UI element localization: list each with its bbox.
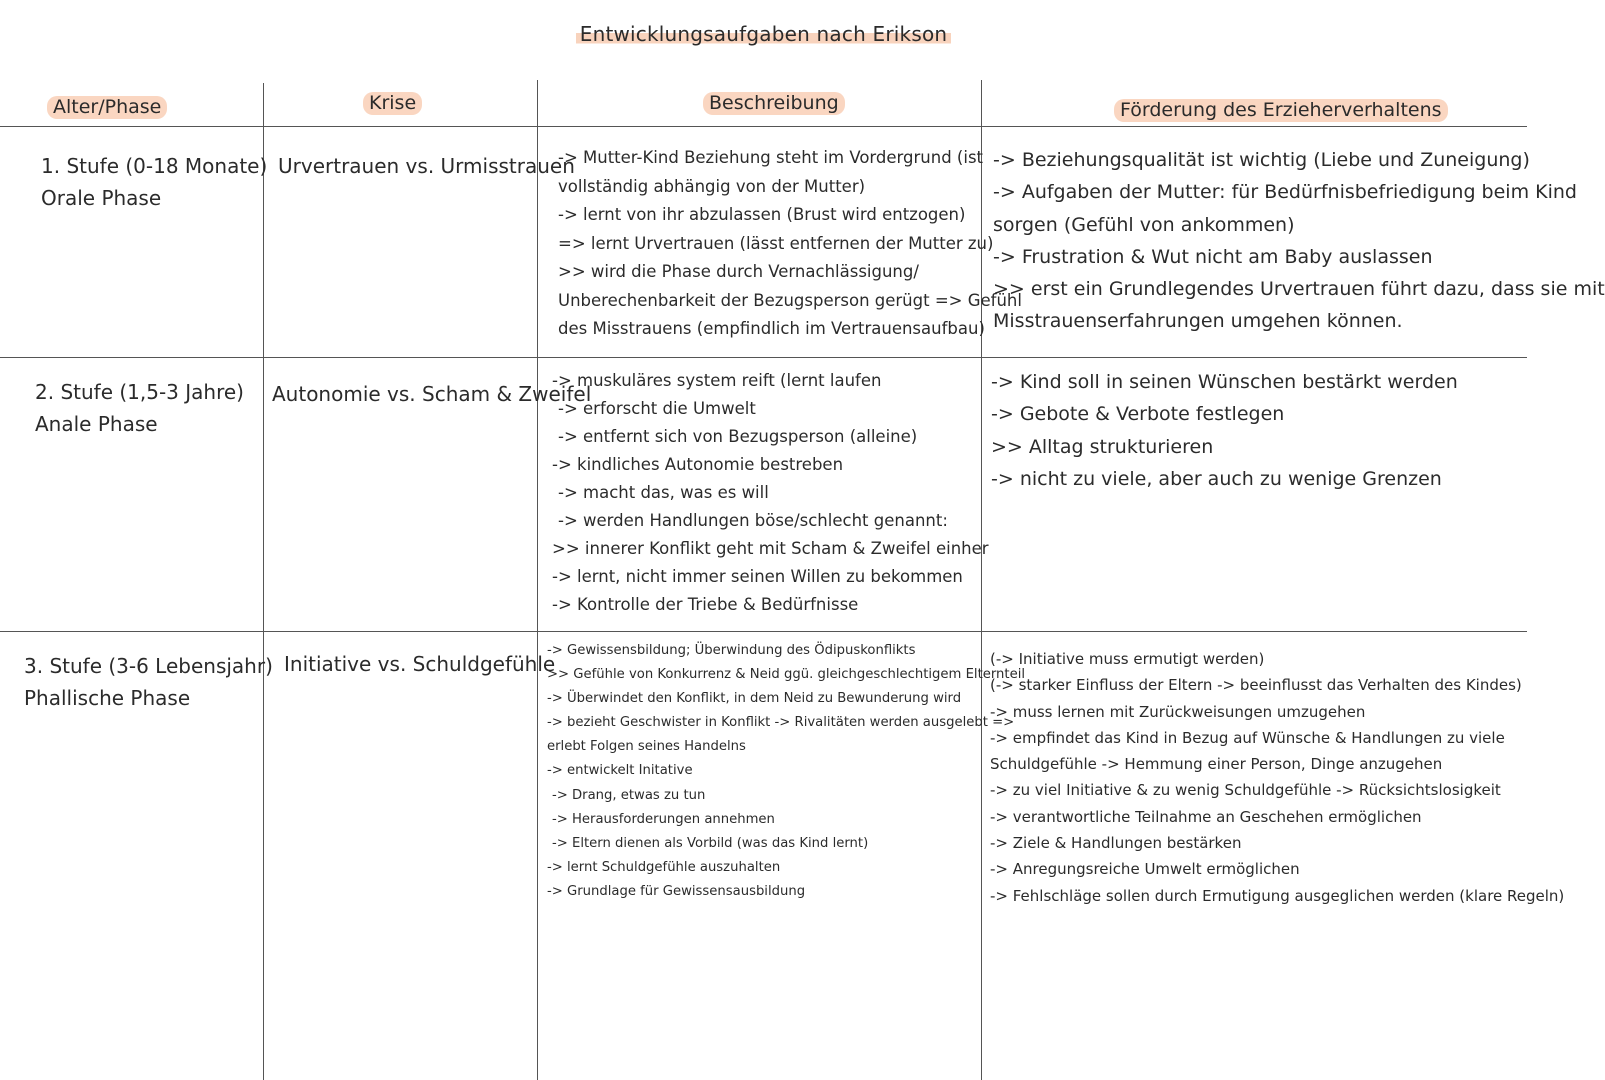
description-line: -> Gewissensbildung; Überwindung des Ödipuskonflikts: [547, 643, 916, 658]
page-title: Entwicklungsaufgaben nach Erikson: [0, 22, 1527, 46]
description-line: -> lernt, nicht immer seinen Willen zu bekommen: [552, 567, 963, 586]
support-line: -> Kind soll in seinen Wünschen bestärkt werden: [991, 371, 1458, 393]
description-line: => lernt Urvertrauen (lässt entfernen der Mutter zu): [558, 233, 994, 253]
description-line: -> Drang, etwas zu tun: [552, 787, 706, 803]
row-3-description: [547, 639, 1025, 904]
row-2-phase: Anale Phase: [35, 412, 158, 436]
support-line: (-> Initiative muss ermutigt werden): [990, 650, 1265, 668]
row-3-phase: Phallische Phase: [24, 686, 191, 710]
row-1-phase: Orale Phase: [41, 186, 162, 210]
description-line: >> innerer Konflikt geht mit Scham & Zweifel einher: [552, 539, 989, 558]
support-line: -> Ziele & Handlungen bestärken: [990, 834, 1242, 853]
row-1-support: [993, 144, 1605, 338]
row-3-crisis: Initiative vs. Schuldgefühle: [284, 652, 556, 676]
support-line: -> Gebote & Verbote festlegen: [991, 403, 1285, 426]
description-line: -> Überwindet den Konflikt, in dem Neid zu Bewunderung wird: [547, 691, 962, 707]
row-2-stage: 2. Stufe (1,5-3 Jahre): [35, 380, 244, 404]
description-line: >> Gefühle von Konkurrenz & Neid ggü. gleichgeschlechtigem Elternteil: [547, 667, 1026, 683]
support-line: -> verantwortliche Teilnahme an Geschehen ermöglichen: [990, 807, 1422, 826]
description-line: -> lernt Schuldgefühle auszuhalten: [547, 859, 781, 875]
support-line: -> Anregungsreiche Umwelt ermöglichen: [990, 860, 1300, 879]
row-divider-1: [0, 357, 1527, 358]
support-line: (-> starker Einfluss der Eltern -> beeinflusst das Verhalten des Kindes): [990, 676, 1522, 695]
description-line: des Misstrauens (empfindlich im Vertrauensaufbau): [558, 319, 985, 338]
support-line: Schuldgefühle -> Hemmung einer Person, Dinge anzugehen: [990, 755, 1443, 774]
support-line: -> Aufgaben der Mutter: für Bedürfnisbefriedigung beim Kind: [993, 181, 1577, 204]
description-line: -> macht das, was es will: [558, 483, 769, 502]
description-line: vollständig abhängig von der Mutter): [558, 176, 866, 196]
description-line: -> entwickelt Initative: [547, 763, 693, 779]
row-2-crisis: Autonomie vs. Scham & Zweifel: [272, 382, 592, 406]
row-1-age: [41, 150, 267, 214]
description-line: Unberechenbarkeit der Bezugsperson gerügt => Gefühl: [558, 290, 1022, 310]
row-divider-2: [0, 631, 1527, 632]
description-line: -> kindliches Autonomie bestreben: [552, 455, 844, 474]
row-1-stage: 1. Stufe (0-18 Monate): [41, 154, 268, 178]
row-1-description: [558, 144, 1022, 344]
header-age: Alter/Phase: [47, 96, 167, 118]
description-line: -> Eltern dienen als Vorbild (was das Kind lernt): [552, 835, 869, 851]
row-3-support: [990, 646, 1564, 909]
description-line: -> werden Handlungen böse/schlecht genannt:: [558, 511, 948, 530]
support-line: -> nicht zu viele, aber auch zu wenige Grenzen: [991, 467, 1442, 490]
row-2-support: [991, 366, 1458, 495]
support-line: >> erst ein Grundlegendes Urvertrauen führt dazu, dass sie mit: [993, 278, 1605, 301]
support-line: >> Alltag strukturieren: [991, 435, 1214, 458]
support-line: -> empfindet das Kind in Bezug auf Wünsche & Handlungen zu viele: [990, 728, 1505, 747]
support-line: -> zu viel Initiative & zu wenig Schuldgefühle -> Rücksichtslosigkeit: [990, 781, 1501, 800]
header-crisis: Krise: [363, 92, 422, 114]
column-divider-2: [537, 80, 538, 1080]
description-line: -> muskuläres system reift (lernt laufen: [552, 371, 882, 390]
description-line: -> Herausforderungen annehmen: [552, 811, 775, 827]
description-line: -> Grundlage für Gewissensausbildung: [547, 883, 806, 899]
description-line: -> erforscht die Umwelt: [558, 399, 756, 418]
header-support: Förderung des Erzieherverhaltens: [1114, 99, 1448, 121]
description-line: erlebt Folgen seines Handelns: [547, 739, 746, 755]
row-3-stage: 3. Stufe (3-6 Lebensjahr): [24, 654, 273, 678]
description-line: -> Kontrolle der Triebe & Bedürfnisse: [552, 595, 859, 614]
support-line: -> muss lernen mit Zurückweisungen umzugehen: [990, 702, 1366, 721]
support-line: Misstrauenserfahrungen umgehen können.: [993, 310, 1403, 333]
support-line: -> Fehlschläge sollen durch Ermutigung ausgeglichen werden (klare Regeln): [990, 886, 1565, 905]
header-description: Beschreibung: [703, 92, 845, 114]
header-divider: [0, 126, 1527, 127]
support-line: -> Beziehungsqualität ist wichtig (Liebe und Zuneigung): [993, 149, 1530, 171]
row-2-age: [35, 376, 244, 440]
support-line: sorgen (Gefühl von ankommen): [993, 213, 1295, 236]
description-line: -> Mutter-Kind Beziehung steht im Vordergrund (ist: [558, 148, 984, 167]
description-line: -> bezieht Geschwister in Konflikt -> Rivalitäten werden ausgelebt =>: [547, 715, 1015, 731]
support-line: -> Frustration & Wut nicht am Baby auslassen: [993, 245, 1433, 268]
column-divider-1: [263, 83, 264, 1080]
description-line: >> wird die Phase durch Vernachlässigung/: [558, 262, 919, 281]
row-2-description: [552, 367, 989, 619]
description-line: -> lernt von ihr abzulassen (Brust wird entzogen): [558, 205, 966, 224]
description-line: -> entfernt sich von Bezugsperson (alleine): [558, 427, 918, 446]
row-1-crisis: Urvertrauen vs. Urmisstrauen: [278, 154, 575, 178]
row-3-age: [24, 650, 273, 714]
